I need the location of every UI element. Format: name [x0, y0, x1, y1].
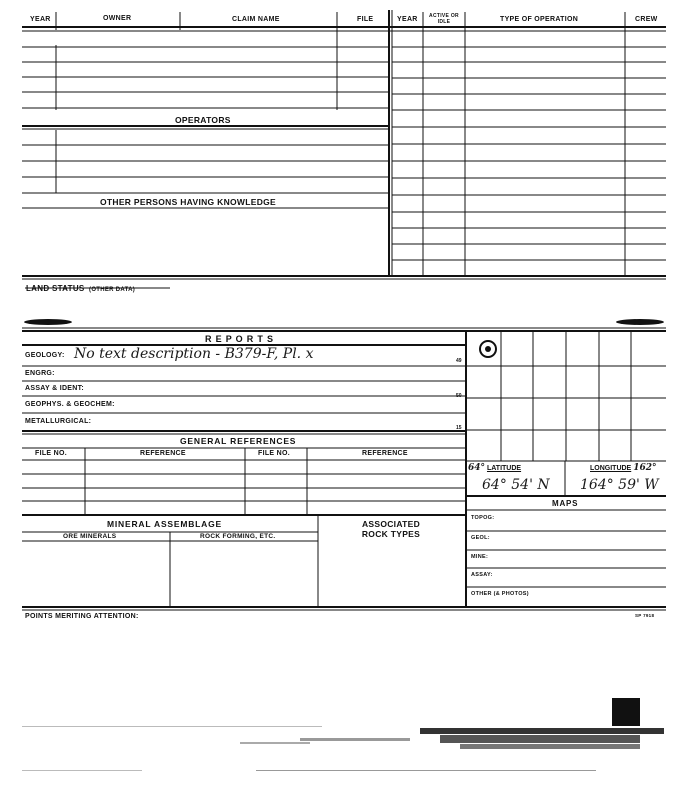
reports-title: R E P O R T S: [205, 334, 274, 344]
report-engrg-label: ENGRG:: [25, 370, 55, 377]
report-assay-num: 50: [456, 393, 462, 399]
ref-col-reference-1: REFERENCE: [140, 450, 186, 457]
report-assay-label: ASSAY & IDENT:: [25, 385, 85, 392]
col-type-operation: TYPE OF OPERATION: [500, 16, 579, 23]
col-file: FILE: [357, 16, 374, 23]
report-geology-label: GEOLOGY:: [25, 352, 65, 359]
mineral-assemblage-title: MINERAL ASSEMBLAGE: [107, 519, 222, 529]
maps-mine: MINE:: [471, 554, 489, 560]
col-year-right: YEAR: [397, 16, 418, 23]
longitude-header: [590, 463, 656, 473]
form-number: SP 7918: [635, 613, 655, 618]
ref-col-reference-2: REFERENCE: [362, 450, 408, 457]
longitude-label: LONGITUDE: [590, 465, 632, 472]
col-crew: CREW: [635, 16, 658, 23]
latitude-prefix: 64°: [468, 463, 486, 473]
other-persons-heading: OTHER PERSONS HAVING KNOWLEDGE: [100, 197, 277, 207]
longitude-value: 164° 59' W: [580, 477, 659, 493]
ref-col-file-2: FILE NO.: [258, 450, 290, 457]
rock-forming-label: ROCK FORMING, ETC.: [200, 533, 276, 540]
land-status: [26, 278, 135, 296]
col-owner: OWNER: [103, 15, 132, 22]
land-status-note: (OTHER DATA): [89, 287, 136, 293]
col-year: YEAR: [30, 16, 51, 23]
maps-geol: GEOL:: [471, 535, 490, 541]
report-metallurgical-label: METALLURGICAL:: [25, 418, 92, 425]
ref-col-file-1: FILE NO.: [35, 450, 67, 457]
associated-rock-types-label: ASSOCIATED ROCK TYPES: [361, 519, 421, 539]
latitude-header: [468, 463, 521, 473]
longitude-prefix: 162°: [633, 463, 657, 473]
col-active-idle: ACTIVE OR IDLE: [429, 13, 459, 25]
points-meriting-attention: POINTS MERITING ATTENTION:: [25, 613, 139, 620]
report-geology-value: No text description - B379-F, Pl. x: [74, 346, 314, 362]
latitude-value: 64° 54' N: [482, 477, 550, 493]
report-geology-num: 49: [456, 358, 462, 364]
maps-topog: TOPOG:: [471, 515, 495, 521]
latitude-label: LATITUDE: [486, 465, 522, 472]
report-metallurgical-num: 15: [456, 425, 462, 431]
col-claim-name: CLAIM NAME: [232, 16, 280, 23]
maps-title: MAPS: [552, 499, 579, 508]
location-target-icon: [479, 340, 497, 358]
general-references-title: GENERAL REFERENCES: [180, 436, 297, 446]
land-status-label: LAND STATUS: [26, 284, 85, 293]
maps-assay: ASSAY:: [471, 572, 493, 578]
ore-minerals-label: ORE MINERALS: [63, 533, 117, 540]
report-geophys-label: GEOPHYS. & GEOCHEM:: [25, 401, 115, 408]
maps-other: OTHER (& PHOTOS): [471, 591, 529, 597]
operators-heading: OPERATORS: [175, 115, 231, 125]
